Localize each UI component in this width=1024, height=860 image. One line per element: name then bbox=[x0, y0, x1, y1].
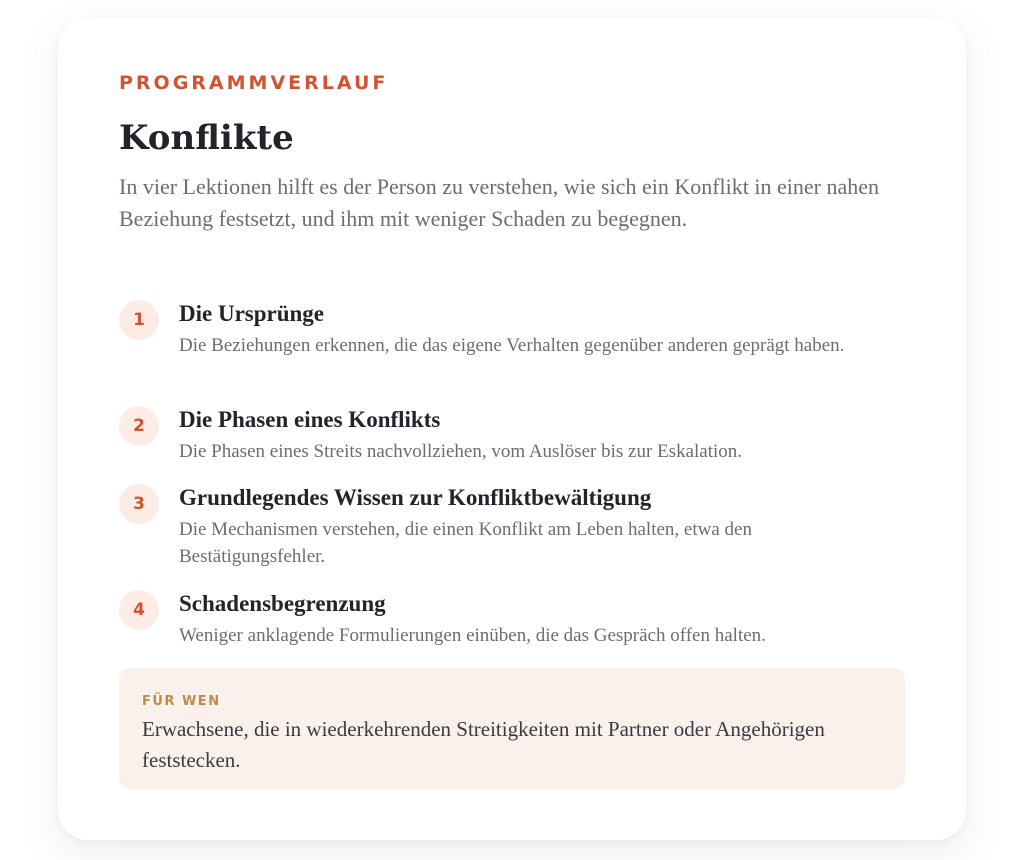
lesson-title: Grundlegendes Wissen zur Konfliktbewältigung bbox=[179, 485, 652, 510]
lesson-number-badge: 2 bbox=[119, 406, 159, 446]
lesson-description: Weniger anklagende Formulierungen einüben, die das Gespräch offen halten. bbox=[179, 625, 766, 646]
audience-text: Erwachsene, die in wiederkehrenden Streitigkeiten mit Partner oder Angehörigen feststecken. bbox=[142, 717, 825, 772]
section-eyebrow: PROGRAMMVERLAUF bbox=[119, 72, 389, 94]
lesson-number-badge: 4 bbox=[119, 590, 159, 630]
lesson-title: Die Ursprünge bbox=[179, 301, 325, 326]
program-intro: In vier Lektionen hilft es der Person zu verstehen, wie sich ein Konflikt in einer nahen Beziehung festsetzt, und ihm mit weniger Schaden zu begegnen. bbox=[119, 174, 879, 231]
lesson-title: Die Phasen eines Konflikts bbox=[179, 407, 441, 432]
lesson-description: Die Beziehungen erkennen, die das eigene Verhalten gegenüber anderen geprägt haben. bbox=[179, 335, 845, 356]
lesson-number-badge: 3 bbox=[119, 484, 159, 524]
audience-label: FÜR WEN bbox=[142, 694, 221, 709]
lesson-number-badge: 1 bbox=[119, 300, 159, 340]
lesson-description: Die Phasen eines Streits nachvollziehen, vom Auslöser bis zur Eskalation. bbox=[179, 441, 743, 462]
program-title: Konflikte bbox=[119, 118, 294, 158]
lesson-description: Die Mechanismen verstehen, die einen Konflikt am Leben halten, etwa den Bestätigungsfehler. bbox=[179, 519, 752, 567]
lesson-title: Schadensbegrenzung bbox=[179, 591, 386, 616]
program-card bbox=[58, 18, 966, 840]
audience-box bbox=[119, 668, 905, 789]
